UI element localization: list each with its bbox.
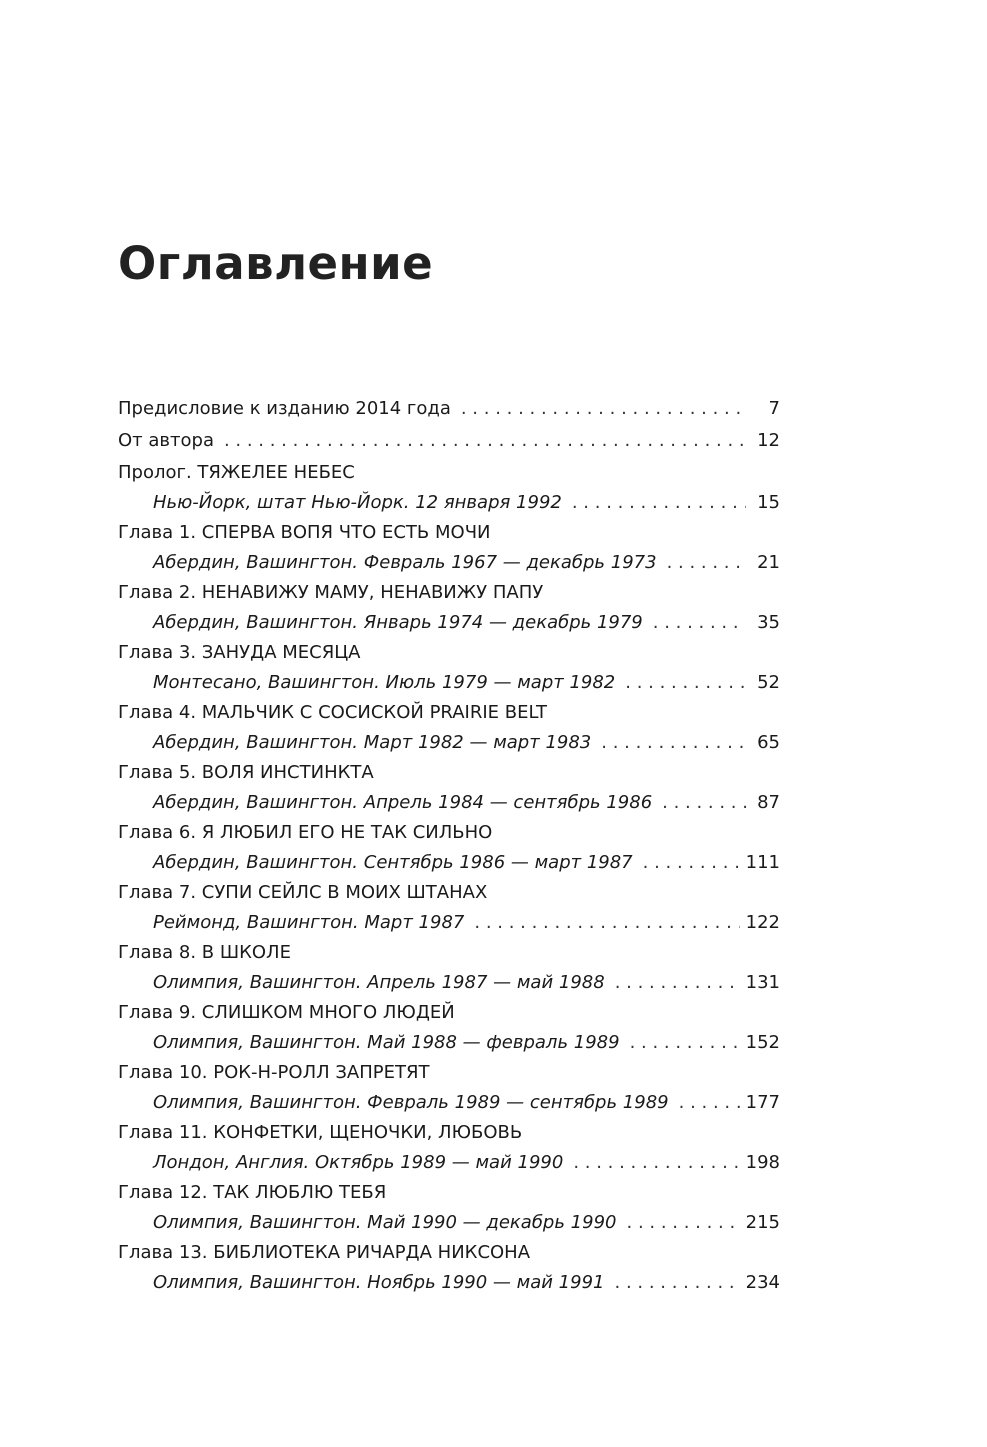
toc-chapter-title: Глава 5. ВОЛЯ ИНСТИНКТА [118, 762, 374, 783]
toc-chapter-list [118, 458, 780, 1298]
toc-chapter-subtitle: Олимпия, Вашингтон. Ноябрь 1990 — май 1991 [153, 1272, 605, 1293]
toc-page-number: 111 [745, 852, 780, 873]
toc-chapter-subtitle-row[interactable] [118, 1208, 780, 1238]
toc-chapter-title: Глава 6. Я ЛЮБИЛ ЕГО НЕ ТАК СИЛЬНО [118, 822, 493, 843]
dot-leader [653, 608, 746, 638]
toc-chapter-subtitle-row[interactable] [118, 908, 780, 938]
toc-chapter-subtitle: Абердин, Вашингтон. Апрель 1984 — сентябрь 1986 [153, 792, 653, 813]
toc-chapter-subtitle-row[interactable] [118, 668, 780, 698]
toc-chapter-subtitle-row[interactable] [118, 1268, 780, 1298]
toc-chapter-title: Глава 13. БИБЛИОТЕКА РИЧАРДА НИКСОНА [118, 1242, 531, 1263]
table-of-contents [118, 394, 780, 1298]
toc-chapter-heading[interactable] [118, 998, 780, 1028]
toc-entry-preface[interactable] [118, 394, 780, 426]
toc-chapter-subtitle-row[interactable] [118, 548, 780, 578]
toc-chapter-subtitle: Абердин, Вашингтон. Март 1982 — март 1983 [153, 732, 592, 753]
toc-chapter-heading[interactable] [118, 578, 780, 608]
toc-chapter-subtitle: Реймонд, Вашингтон. Март 1987 [153, 912, 465, 933]
toc-chapter-subtitle: Нью-Йорк, штат Нью-Йорк. 12 января 1992 [153, 492, 562, 513]
toc-page-number: 234 [745, 1272, 780, 1293]
toc-page-number: 87 [757, 792, 780, 813]
dot-leader [224, 426, 746, 456]
toc-chapter-subtitle-row[interactable] [118, 488, 780, 518]
toc-entry-author-note[interactable] [118, 426, 780, 458]
toc-chapter-subtitle-row[interactable] [118, 728, 780, 758]
toc-chapter-subtitle: Олимпия, Вашингтон. Февраль 1989 — сентябрь 1989 [153, 1092, 669, 1113]
toc-chapter-heading[interactable] [118, 878, 780, 908]
toc-chapter-subtitle: Олимпия, Вашингтон. Апрель 1987 — май 1988 [153, 972, 605, 993]
toc-chapter-title: Глава 1. СПЕРВА ВОПЯ ЧТО ЕСТЬ МОЧИ [118, 522, 491, 543]
toc-chapter-heading[interactable] [118, 938, 780, 968]
toc-page-number: 12 [757, 430, 780, 451]
dot-leader [461, 394, 746, 424]
toc-page-number: 177 [745, 1092, 780, 1113]
toc-chapter-title: Глава 9. СЛИШКОМ МНОГО ЛЮДЕЙ [118, 1002, 455, 1023]
toc-chapter-title: Глава 4. МАЛЬЧИК С СОСИСКОЙ PRAIRIE BELT [118, 702, 547, 723]
toc-chapter-title: Пролог. ТЯЖЕЛЕЕ НЕБЕС [118, 462, 355, 483]
toc-chapter-title: Глава 2. НЕНАВИЖУ МАМУ, НЕНАВИЖУ ПАПУ [118, 582, 544, 603]
dot-leader [679, 1088, 740, 1118]
toc-chapter-heading[interactable] [118, 1058, 780, 1088]
dot-leader [572, 488, 746, 518]
toc-chapter-title: Глава 10. РОК-Н-РОЛЛ ЗАПРЕТЯТ [118, 1062, 430, 1083]
toc-page-number: 65 [757, 732, 780, 753]
toc-chapter-heading[interactable] [118, 518, 780, 548]
toc-chapter-heading[interactable] [118, 638, 780, 668]
toc-page-number: 131 [745, 972, 780, 993]
toc-chapter-subtitle-row[interactable] [118, 1028, 780, 1058]
toc-page-number: 35 [757, 612, 780, 633]
toc-chapter-title: Глава 11. КОНФЕТКИ, ЩЕНОЧКИ, ЛЮБОВЬ [118, 1122, 523, 1143]
dot-leader [573, 1148, 739, 1178]
dot-leader [662, 788, 746, 818]
toc-chapter-subtitle-row[interactable] [118, 788, 780, 818]
toc-chapter-title: Глава 8. В ШКОЛЕ [118, 942, 291, 963]
toc-chapter-subtitle-row[interactable] [118, 1148, 780, 1178]
toc-chapter-heading[interactable] [118, 818, 780, 848]
toc-chapter-heading[interactable] [118, 1178, 780, 1208]
page-title: Оглавление [118, 237, 434, 290]
toc-chapter-subtitle-row[interactable] [118, 968, 780, 998]
toc-page-number: 52 [757, 672, 780, 693]
toc-chapter-subtitle: Лондон, Англия. Октябрь 1989 — май 1990 [153, 1152, 564, 1173]
toc-entry-label: Предисловие к изданию 2014 года [118, 398, 451, 419]
toc-chapter-heading[interactable] [118, 1118, 780, 1148]
toc-chapter-title: Глава 12. ТАК ЛЮБЛЮ ТЕБЯ [118, 1182, 387, 1203]
toc-chapter-heading[interactable] [118, 698, 780, 728]
toc-chapter-heading[interactable] [118, 458, 780, 488]
dot-leader [630, 1028, 740, 1058]
toc-chapter-subtitle: Монтесано, Вашингтон. Июль 1979 — март 1982 [153, 672, 616, 693]
dot-leader [601, 728, 746, 758]
toc-chapter-title: Глава 7. СУПИ СЕЙЛС В МОИХ ШТАНАХ [118, 882, 488, 903]
toc-chapter-subtitle-row[interactable] [118, 848, 780, 878]
dot-leader [615, 968, 740, 998]
toc-chapter-heading[interactable] [118, 758, 780, 788]
dot-leader [625, 668, 746, 698]
toc-chapter-heading[interactable] [118, 1238, 780, 1268]
toc-chapter-subtitle: Олимпия, Вашингтон. Май 1988 — февраль 1989 [153, 1032, 620, 1053]
dot-leader [667, 548, 746, 578]
toc-page-number: 215 [745, 1212, 780, 1233]
toc-chapter-subtitle-row[interactable] [118, 1088, 780, 1118]
toc-page-number: 21 [757, 552, 780, 573]
dot-leader [474, 908, 739, 938]
toc-page-number: 152 [745, 1032, 780, 1053]
toc-chapter-subtitle: Абердин, Вашингтон. Сентябрь 1986 — март 1987 [153, 852, 633, 873]
toc-page-number: 122 [745, 912, 780, 933]
toc-page-number: 7 [768, 398, 780, 419]
dot-leader [627, 1208, 740, 1238]
toc-chapter-subtitle: Абердин, Вашингтон. Январь 1974 — декабрь 1979 [153, 612, 643, 633]
dot-leader [615, 1268, 740, 1298]
toc-page-number: 198 [745, 1152, 780, 1173]
toc-chapter-title: Глава 3. ЗАНУДА МЕСЯЦА [118, 642, 361, 663]
toc-chapter-subtitle-row[interactable] [118, 608, 780, 638]
toc-chapter-subtitle: Абердин, Вашингтон. Февраль 1967 — декабрь 1973 [153, 552, 657, 573]
dot-leader [643, 848, 740, 878]
toc-chapter-subtitle: Олимпия, Вашингтон. Май 1990 — декабрь 1990 [153, 1212, 617, 1233]
toc-page-number: 15 [757, 492, 780, 513]
toc-entry-label: От автора [118, 430, 214, 451]
